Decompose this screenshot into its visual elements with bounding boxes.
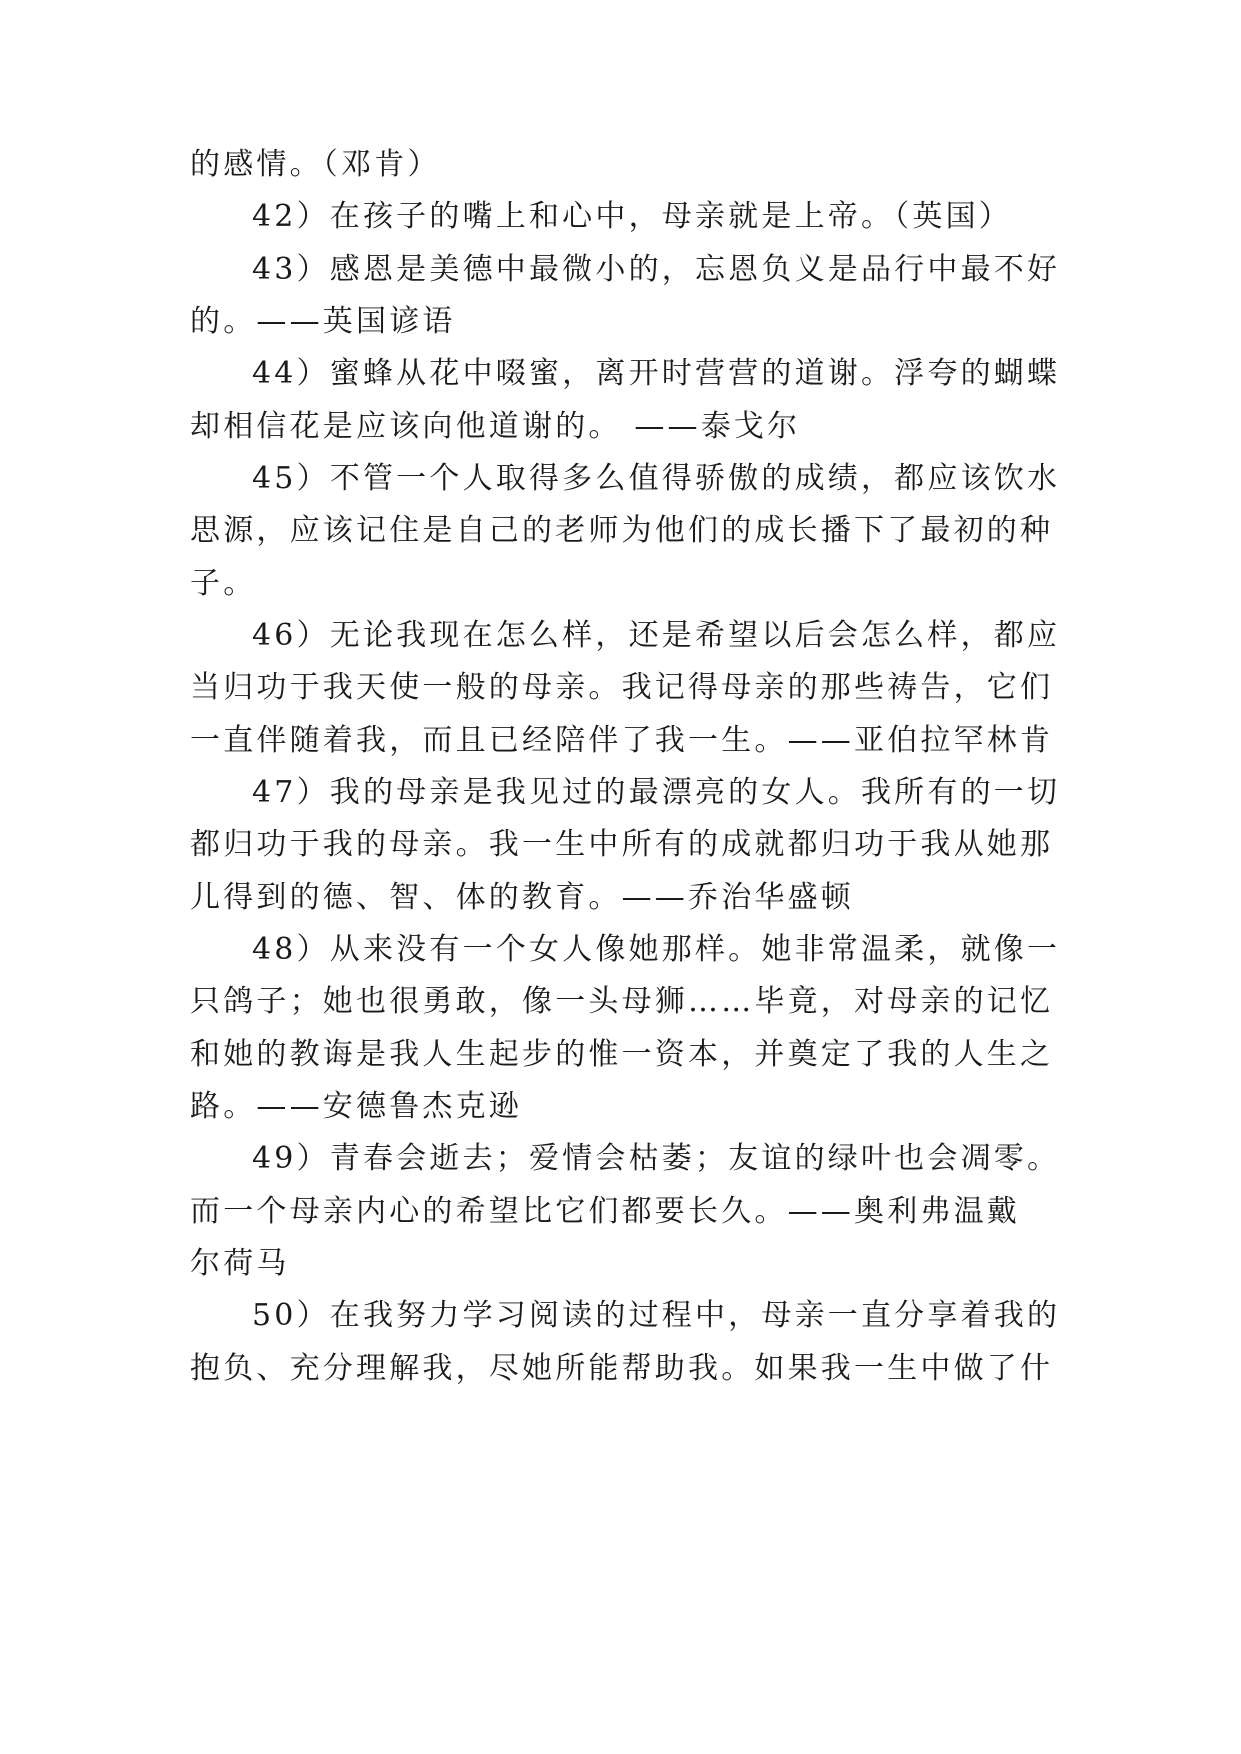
- text-line: 46）无论我现在怎么样，还是希望以后会怎么样，都应: [252, 618, 1061, 653]
- text-line: 路。——安德鲁杰克逊: [190, 1089, 522, 1124]
- text-line: 子。: [190, 566, 257, 601]
- text-line: 49）青春会逝去；爱情会枯萎；友谊的绿叶也会凋零。: [252, 1141, 1061, 1176]
- text-line: 抱负、充分理解我，尽她所能帮助我。如果我一生中做了什: [190, 1351, 1054, 1386]
- text-line: 尔荷马: [190, 1246, 290, 1281]
- text-line: 42）在孩子的嘴上和心中，母亲就是上帝。（英国）: [252, 199, 1012, 234]
- text-line: 而一个母亲内心的希望比它们都要长久。——奥利弗温戴: [190, 1194, 1020, 1229]
- text-line: 47）我的母亲是我见过的最漂亮的女人。我所有的一切: [252, 775, 1061, 810]
- text-line: 43）感恩是美德中最微小的，忘恩负义是品行中最不好: [252, 252, 1061, 287]
- text-line: 50）在我努力学习阅读的过程中，母亲一直分享着我的: [252, 1298, 1061, 1333]
- text-line: 和她的教诲是我人生起步的惟一资本，并奠定了我的人生之: [190, 1037, 1054, 1072]
- text-line: 的感情。（邓肯）: [190, 147, 441, 182]
- text-line: 一直伴随着我，而且已经陪伴了我一生。——亚伯拉罕林肯: [190, 723, 1054, 758]
- text-line: 都归功于我的母亲。我一生中所有的成就都归功于我从她那: [190, 827, 1054, 862]
- text-line: 儿得到的德、智、体的教育。——乔治华盛顿: [190, 880, 854, 915]
- text-line: 思源，应该记住是自己的老师为他们的成长播下了最初的种: [190, 513, 1054, 548]
- text-line: 只鸽子；她也很勇敢，像一头母狮……毕竟，对母亲的记忆: [190, 984, 1054, 1019]
- text-line: 却相信花是应该向他道谢的。 ——泰戈尔: [190, 409, 801, 444]
- text-line: 45）不管一个人取得多么值得骄傲的成绩，都应该饮水: [252, 461, 1061, 496]
- text-line: 48）从来没有一个女人像她那样。她非常温柔，就像一: [252, 932, 1061, 967]
- text-line: 的。——英国谚语: [190, 304, 456, 339]
- text-line: 当归功于我天使一般的母亲。我记得母亲的那些祷告，它们: [190, 670, 1054, 705]
- text-line: 44）蜜蜂从花中啜蜜，离开时营营的道谢。浮夸的蝴蝶: [252, 356, 1061, 391]
